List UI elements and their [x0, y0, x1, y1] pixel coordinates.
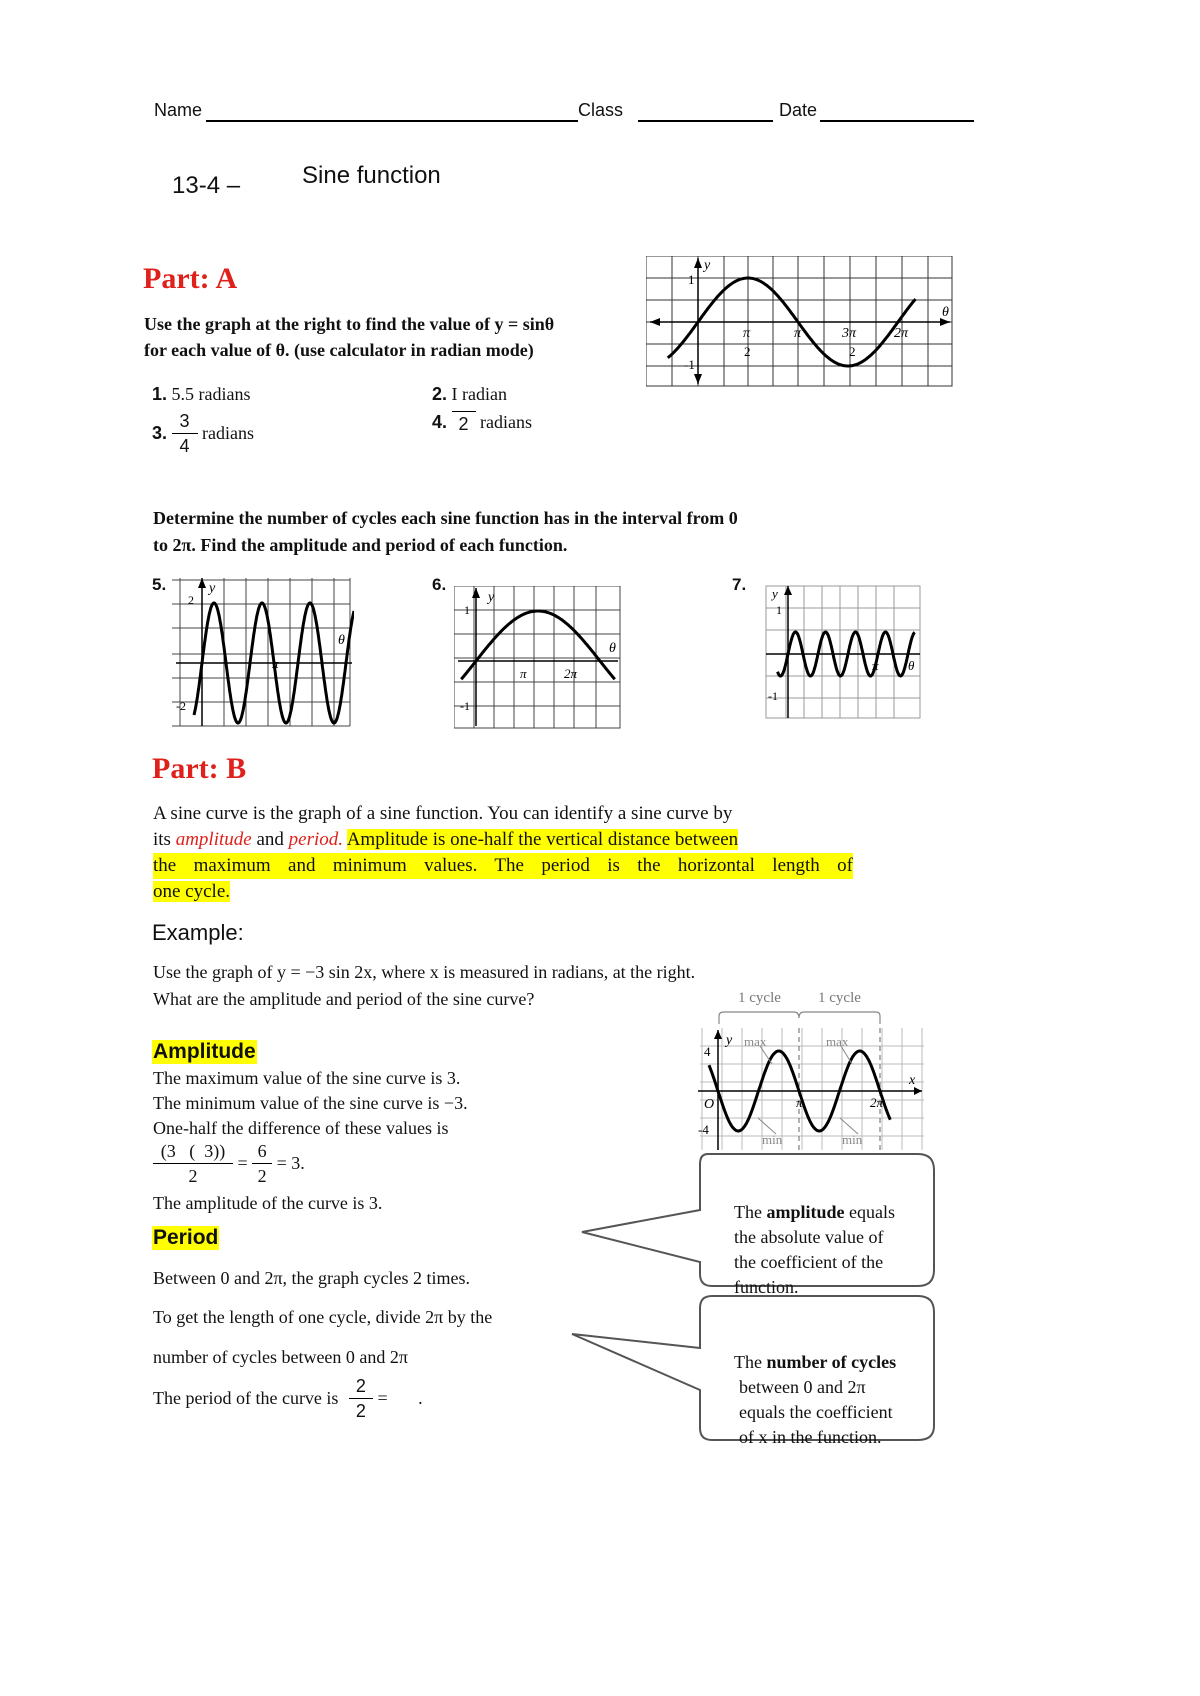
per-line-4: The period of the curve is: [153, 1388, 339, 1408]
amp-frac-num: (3 ( 3)): [160, 1141, 226, 1161]
main-graph-y-label: y: [704, 258, 711, 273]
graph-6-x-label: θ: [609, 641, 616, 656]
amp-frac-den: 2: [188, 1166, 198, 1186]
graph-5-pi: π: [272, 656, 279, 671]
main-graph-3pi-half-den: 2: [849, 344, 856, 359]
example-question-1: Use the graph of y = −3 sin 2x, where x is measured in radians, at the right.: [153, 962, 696, 982]
amp-line-3: One-half the difference of these values is: [153, 1118, 449, 1138]
cycle-label-2: 1 cycle: [818, 990, 861, 1006]
main-graph-2pi: 2π: [894, 326, 909, 341]
per-eq: =: [377, 1388, 388, 1408]
per-line-1: Between 0 and 2π, the graph cycles 2 times.: [153, 1268, 470, 1288]
main-graph-3pi-half-num: 3π: [842, 326, 857, 341]
highlight-1: Amplitude is one-half the vertical distance between: [346, 829, 739, 850]
amp-line-2: The minimum value of the sine curve is −3.: [153, 1093, 468, 1113]
graph-6-number: 6.: [432, 575, 447, 594]
per-end: .: [418, 1388, 423, 1408]
graph-7-tick-neg: -1: [768, 689, 778, 703]
graph-6-pi: π: [520, 666, 527, 681]
example-question-2: What are the amplitude and period of the sine curve?: [153, 989, 535, 1009]
max-label-2: max: [826, 1034, 849, 1049]
graph-5-tick-neg: -2: [176, 699, 186, 713]
amplitude-term: amplitude: [175, 829, 252, 850]
name-label: Name: [154, 100, 203, 120]
question-1-number: 1.: [152, 384, 168, 404]
amp-frac2-num: 6: [257, 1141, 267, 1161]
question-4-frac-den: 2: [458, 414, 469, 434]
min-label-2: min: [842, 1132, 863, 1147]
intro-line-2: its amplitude and period. Amplitude is one-half the vertical distance between: [153, 829, 739, 850]
intro-line-3: the maximum and minimum values. The period is the horizontal length of: [153, 853, 853, 879]
example-2pi: 2π: [870, 1095, 884, 1110]
part-a-heading: Part: A: [143, 262, 238, 295]
main-graph-pi-half-den: 2: [744, 344, 751, 359]
example-label: Example:: [152, 920, 244, 945]
graph-5-tick-pos: 2: [188, 593, 194, 607]
graph-5-x-label: θ: [338, 633, 345, 648]
question-3-frac-den: 4: [179, 436, 190, 456]
question-4-text: radians: [480, 412, 532, 432]
per-line-2: To get the length of one cycle, divide 2π by the: [153, 1307, 493, 1327]
main-graph-tick-neg1: -1: [684, 357, 695, 372]
part-b-heading: Part: B: [152, 752, 247, 785]
lesson-number: 13-4 –: [172, 172, 241, 199]
example-tick-neg4: -4: [698, 1122, 709, 1137]
main-graph-tick-1: 1: [688, 272, 695, 287]
graph-5-number: 5.: [152, 575, 167, 594]
main-graph-pi: π: [794, 326, 802, 341]
callout-1-text: The amplitude equals the absolute value of the coefficient of the function.: [734, 1202, 895, 1297]
main-graph-pi-half-num: π: [743, 326, 751, 341]
amplitude-heading: Amplitude: [153, 1040, 256, 1063]
graph-7-number: 7.: [732, 575, 747, 594]
per-line-3: number of cycles between 0 and 2π: [153, 1347, 408, 1367]
cycles-instruction-2: to 2π. Find the amplitude and period of each function.: [153, 535, 568, 555]
example-tick-4: 4: [704, 1044, 711, 1059]
class-label: Class: [578, 100, 624, 120]
amp-line-1: The maximum value of the sine curve is 3.: [153, 1068, 461, 1088]
min-label-1: min: [762, 1132, 783, 1147]
per-frac-num: 2: [355, 1376, 366, 1396]
intro-line-4: one cycle.: [153, 881, 231, 902]
graph-6-tick-pos: 1: [464, 603, 470, 617]
question-2-number: 2.: [432, 384, 448, 404]
callout-2-text: The number of cycles between 0 and 2π equals the coefficient of x in the function.: [734, 1352, 897, 1447]
main-graph-x-label: θ: [942, 305, 949, 320]
question-1-text: 5.5 radians: [171, 384, 251, 404]
amp-line-5: The amplitude of the curve is 3.: [153, 1193, 383, 1213]
question-4-number: 4.: [432, 412, 448, 432]
amp-eq-1: =: [237, 1153, 248, 1173]
max-label-1: max: [744, 1034, 767, 1049]
question-3-number: 3.: [152, 423, 168, 443]
period-term: period.: [288, 829, 343, 850]
per-frac-den: 2: [355, 1401, 366, 1421]
period-heading: Period: [153, 1226, 219, 1249]
graph-5-y-label: y: [209, 581, 216, 596]
question-2-text: I radian: [451, 384, 507, 404]
cycles-instruction-1: Determine the number of cycles each sine function has in the interval from 0: [153, 508, 738, 528]
cycle-label-1: 1 cycle: [738, 990, 781, 1006]
intro-line-1: A sine curve is the graph of a sine function. You can identify a sine curve by: [153, 803, 733, 824]
question-3-text: radians: [202, 423, 254, 443]
graph-6-2pi: 2π: [564, 666, 578, 681]
graph-7-tick-pos: 1: [776, 603, 782, 617]
amp-frac2-den: 2: [257, 1166, 267, 1186]
amp-eq-2: = 3.: [276, 1153, 305, 1173]
graph-7-y-label: y: [772, 586, 778, 601]
graph-6-y-label: y: [488, 590, 495, 605]
example-origin: O: [704, 1097, 715, 1112]
lesson-title: Sine function: [302, 162, 441, 189]
example-pi: π: [796, 1095, 803, 1110]
example-y-label: y: [726, 1033, 733, 1048]
date-label: Date: [779, 100, 818, 120]
part-a-instruction-2: for each value of θ. (use calculator in radian mode): [144, 340, 534, 360]
graph-6-tick-neg: -1: [460, 699, 470, 713]
question-3-frac-num: 3: [179, 411, 190, 431]
example-x-label: x: [909, 1073, 916, 1088]
graph-7-x-label: θ: [908, 658, 915, 673]
graph-7-pi: π: [872, 658, 879, 673]
part-a-instruction-1: Use the graph at the right to find the value of y = sinθ: [144, 314, 555, 334]
